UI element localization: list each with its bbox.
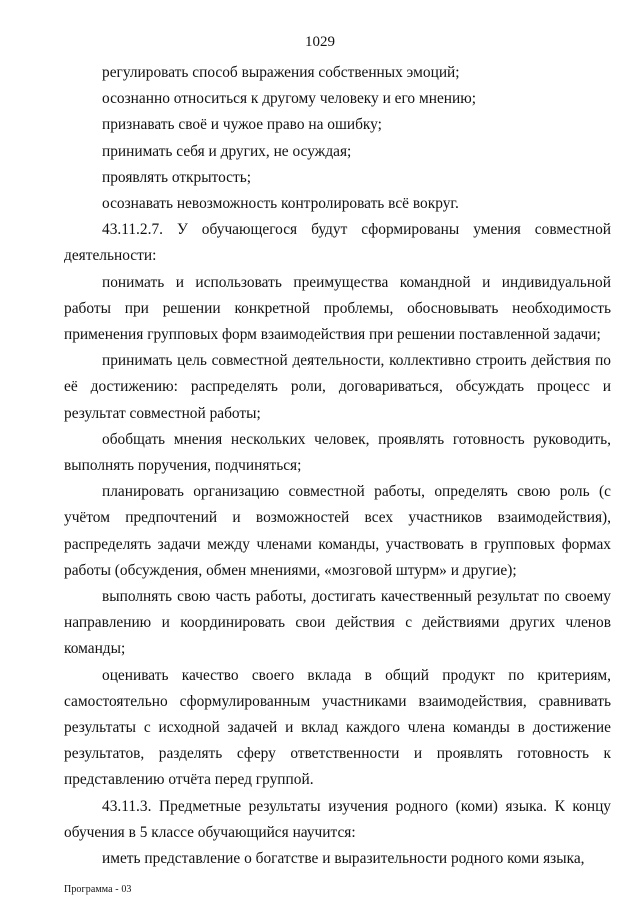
paragraph-planning: планировать организацию совместной работы, определять свою роль (с учётом предпочтений и возможностей всех участников взаимодействия), распределять задачи между членами команды, участвовать в групповых формах работы (обсуждения, обмен мнениями, «мозговой штурм» и другие); bbox=[64, 483, 611, 579]
paragraph-evaluation: оценивать качество своего вклада в общий продукт по критериям, самостоятельно сформулированным участниками взаимодействия, сравнивать результаты с исходной задачей и вклад каждого члена команды в достижение результатов, разделять сферу ответственности и проявлять готовность к представлению отчёта перед группой. bbox=[64, 666, 611, 789]
section-heading-43-11-3: 43.11.3. Предметные результаты изучения родного (коми) языка. К концу обучения в 5 классе обучающийся научится: bbox=[64, 797, 611, 841]
paragraph-emotions: регулировать способ выражения собственных эмоций; bbox=[102, 64, 460, 81]
document-body bbox=[64, 60, 611, 872]
paragraph-komi-language: иметь представление о богатстве и выразительности родного коми языка, bbox=[102, 850, 585, 868]
paragraph-openness: проявлять открытость; bbox=[102, 168, 252, 186]
footer-label: Программа - 03 bbox=[64, 884, 132, 895]
paragraph-mistakes: признавать своё и чужое право на ошибку; bbox=[102, 116, 382, 134]
paragraph-opinions: обобщать мнения нескольких человек, проявлять готовность руководить, выполнять поручения, подчиняться; bbox=[64, 430, 611, 475]
paragraph-teamwork: понимать и использовать преимущества командной и индивидуальной работы при решении конкретной проблемы, обосновывать необходимость применения групповых форм взаимодействия при решении поставленной задачи; bbox=[64, 273, 611, 344]
paragraph-control: осознавать невозможность контролировать всё вокруг. bbox=[102, 195, 459, 213]
paragraph-goal: принимать цель совместной деятельности, коллективно строить действия по её достижению: распределять роли, договариваться, обсуждать процесс и результат совместной работы; bbox=[64, 352, 611, 422]
section-heading-43-11-2-7: 43.11.2.7. У обучающегося будут сформированы умения совместной деятельности: bbox=[64, 221, 611, 265]
paragraph-acceptance: принимать себя и других, не осуждая; bbox=[102, 142, 352, 160]
paragraph-execution: выполнять свою часть работы, достигать качественный результат по своему направлению и координировать свои действия с действиями других членов команды; bbox=[64, 588, 611, 658]
paragraph-attitude: осознанно относиться к другому человеку и его мнению; bbox=[102, 90, 477, 108]
page-number: 1029 bbox=[305, 34, 335, 50]
